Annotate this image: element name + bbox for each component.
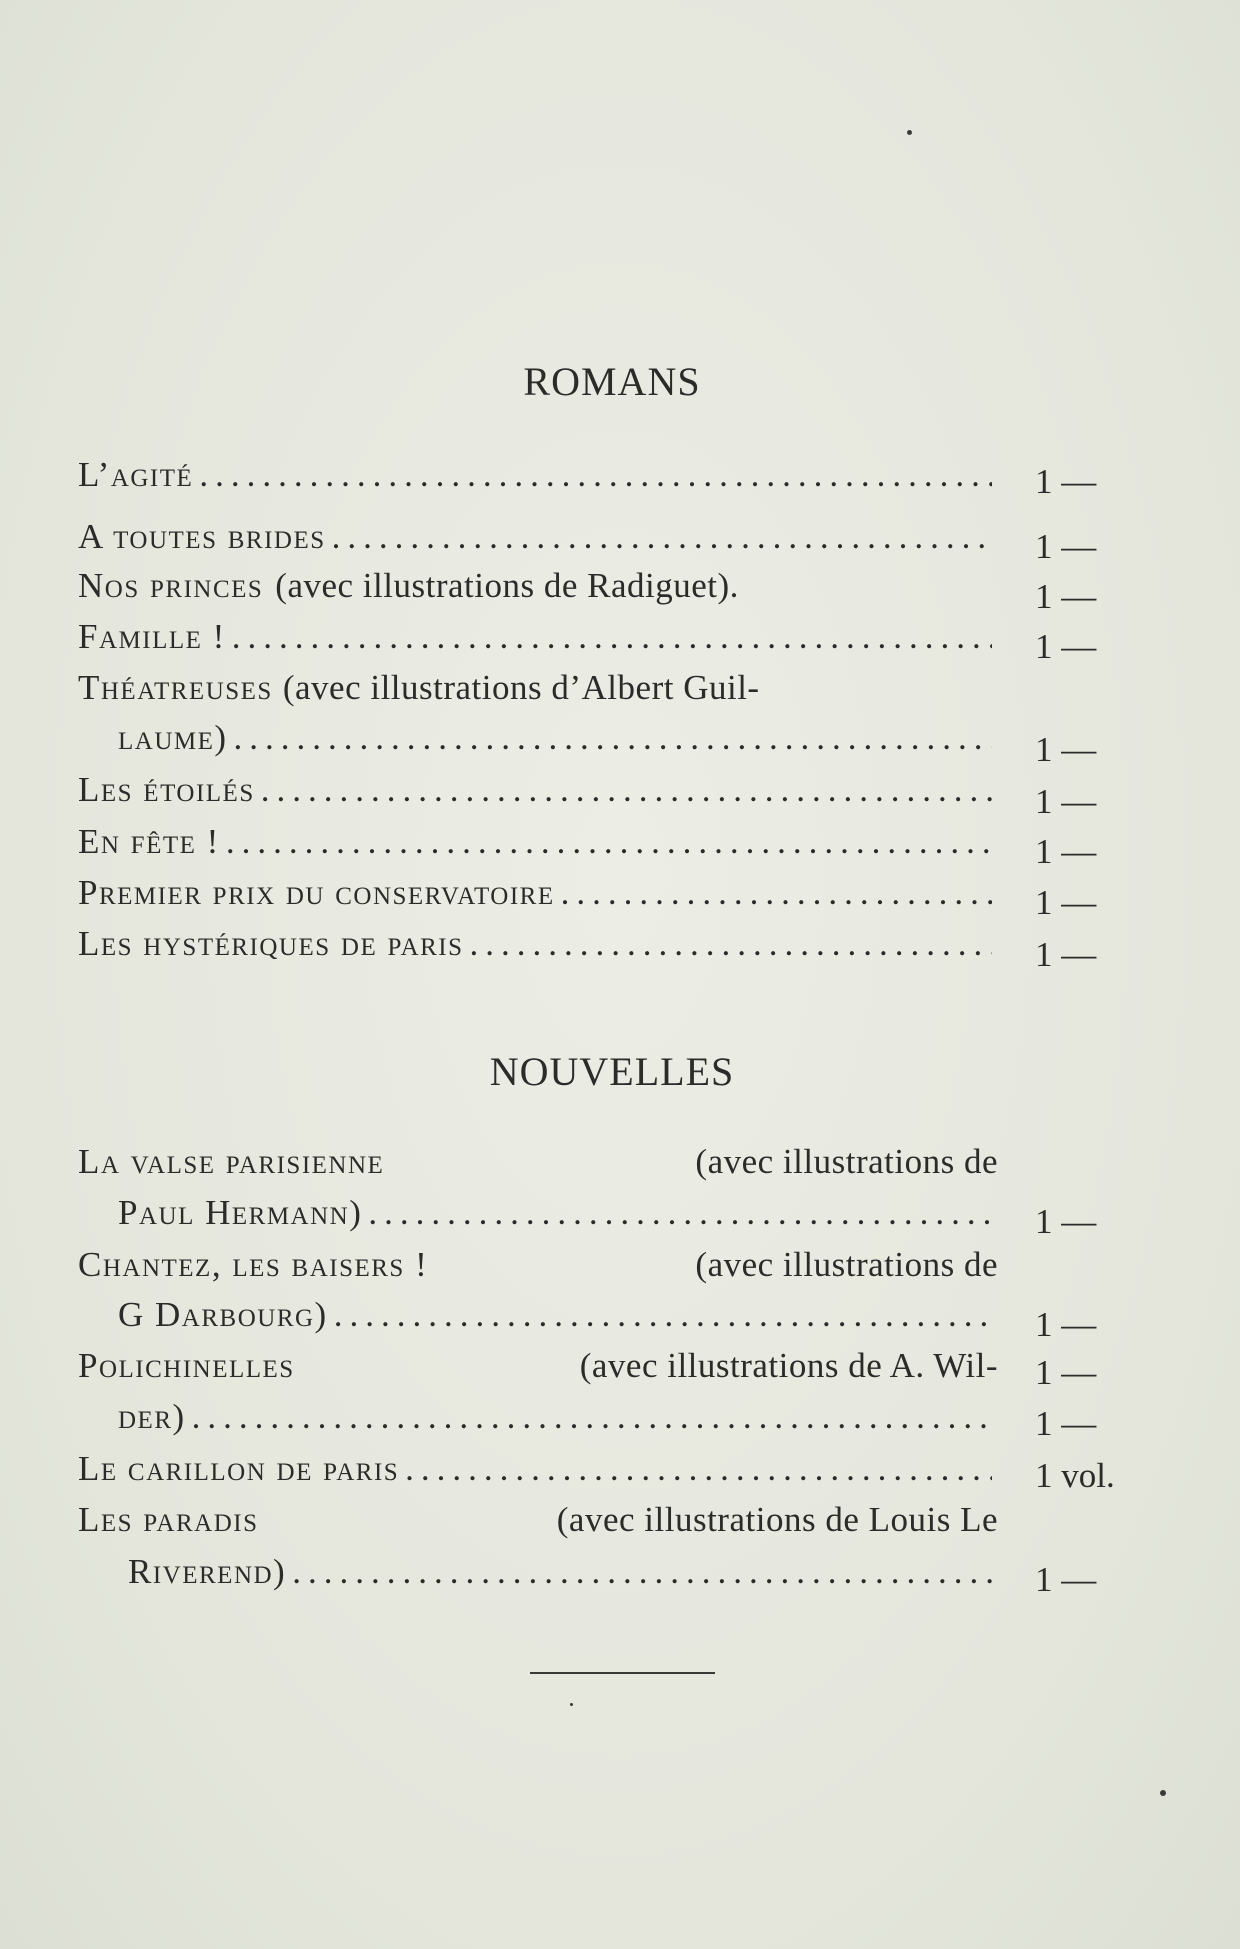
leader-dots [405,1449,992,1489]
entry-note: (avec illustrations de A. Wil- [579,1346,998,1385]
entry-theatreuses-cont [118,718,998,768]
entry-nos-princes [78,566,998,616]
entry-qty: 1 — [1035,832,1097,871]
entry-les-paradis-cont [128,1552,998,1602]
entry-qty: 1 — [1035,730,1097,769]
paper-speck [907,130,912,135]
leader-dots [334,1295,992,1335]
entry-title: Le carillon de paris [78,1449,400,1488]
leader-dots [332,517,992,557]
leader-dots [234,718,992,758]
entry-title-cont: der) [118,1397,186,1436]
entry-chantez-les-baisers [78,1245,998,1295]
section-heading-romans: ROMANS [523,359,701,404]
entry-famille [78,617,998,667]
entry-la-valse-parisienne [78,1142,998,1192]
leader-dots [232,617,992,657]
entry-premier-prix [78,873,998,923]
entry-chantez-cont [118,1295,998,1345]
entry-title: Les hystériques de paris [78,924,464,963]
entry-title: Polichinelles [78,1346,295,1385]
paper-speck [1160,1790,1166,1796]
entry-les-paradis [78,1500,998,1550]
entry-qty: 1 — [1035,1305,1097,1344]
leader-dots [199,455,992,495]
entry-qty: 1 — [1035,627,1097,666]
entry-title-cont: Riverend) [128,1552,287,1591]
entry-title-cont: G Darbourg) [118,1295,328,1334]
leader-dots [292,1552,992,1592]
entry-title: Les paradis [78,1500,259,1539]
entry-le-carillon [78,1449,998,1499]
entry-qty: 1 — [1035,883,1097,922]
entry-title: L’agité [78,455,194,494]
entry-title: Les étoilés [78,770,255,809]
paper-speck [570,1703,573,1706]
entry-title: Théatreuses [78,668,273,707]
entry-qty: 1 — [1035,935,1097,974]
entry-note: (avec illustrations de [695,1142,998,1181]
entry-note: (avec illustrations de [695,1245,998,1284]
entry-qty: 1 vol. [1035,1456,1115,1495]
entry-qty: 1 — [1035,462,1097,501]
entry-title: Famille ! [78,617,226,656]
entry-title: Chantez, les baisers ! [78,1245,429,1284]
entry-title: A toutes brides [78,517,326,556]
leader-dots [261,770,992,810]
entry-title-cont: Paul Hermann) [118,1193,363,1232]
entry-qty: 1 — [1035,1202,1097,1241]
entry-note: (avec illustrations de Radiguet). [275,566,739,605]
entry-title-cont: laume) [118,718,228,757]
entry-qty: 1 — [1035,577,1097,616]
entry-qty: 1 — [1035,527,1097,566]
leader-dots [561,873,992,913]
entry-en-fete [78,822,998,872]
entry-les-etoiles [78,770,998,820]
entry-title: Premier prix du conservatoire [78,873,555,912]
entry-l-agite [78,455,998,505]
entry-theatreuses [78,668,998,718]
entry-qty-first: 1 — [1035,1353,1097,1392]
entry-polichinelles-cont [118,1397,998,1447]
section-heading-nouvelles: NOUVELLES [489,1049,735,1094]
entry-qty: 1 — [1035,1560,1097,1599]
leader-dots [192,1397,992,1437]
entry-a-toutes-brides [78,517,998,567]
entry-les-hysteriques [78,924,998,974]
entry-polichinelles [78,1346,998,1396]
entry-title: Nos princes [78,566,264,605]
closing-rule [530,1672,715,1674]
leader-dots [226,822,992,862]
entry-qty: 1 — [1035,782,1097,821]
entry-note: (avec illustrations d’Albert Guil- [282,668,760,707]
entry-title: En fête ! [78,822,220,861]
leader-dots [368,1193,992,1233]
entry-la-valse-cont [118,1193,998,1243]
entry-qty: 1 — [1035,1404,1097,1443]
entry-note: (avec illustrations de Louis Le [556,1500,998,1539]
entry-title: La valse parisienne [78,1142,385,1181]
leader-dots [470,924,992,964]
